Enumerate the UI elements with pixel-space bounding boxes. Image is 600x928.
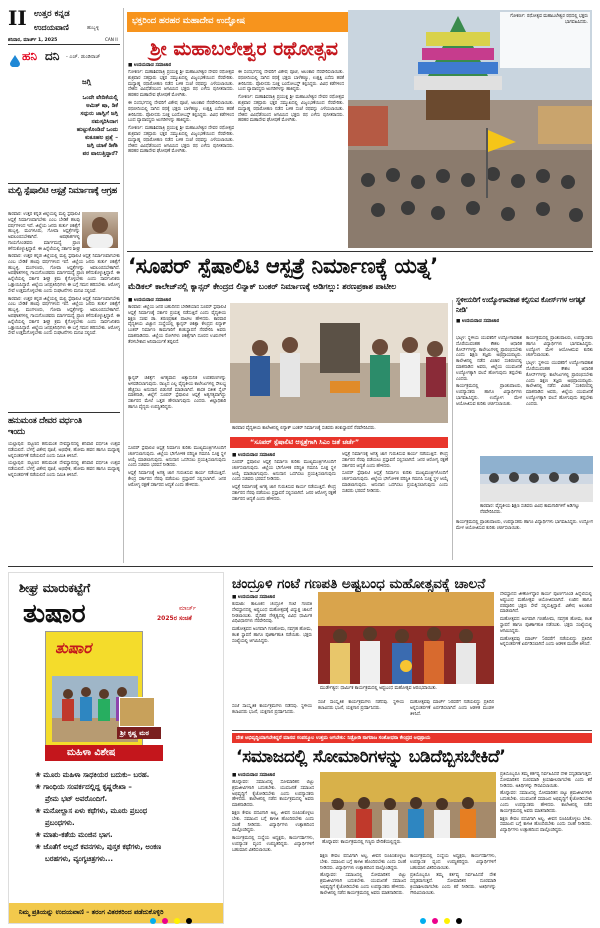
- ceremony-photo-caption: ಕಾರವಾರ ವೈದ್ಯಕೀಯ ಕಾಲೇಜಿನಲ್ಲಿ ಲಿನ್ಯಾಕ್ ಬಂಕರ್ ನಿರ್ಮಾಣಕ್ಕೆ ಸಚಿವರು ಶಂಕುಸ್ಥಾಪನೆ ನೆರವೇರಿಸಿದರು.: [232, 426, 376, 431]
- samaja-kicker: ದೇಶ ಅಭಿವೃದ್ಧಿಯಾಗಬೇಕಿದ್ದರೆ ಮಾನವ ಸಂಪನ್ಮೂಲ ಉತ್ತಮ ಆಗಬೇಕು: ನಿಡ್ರೋಡಿ ನಾಗರಾಜ ಸಂಶೋಧನಾ ಕೇಂದ್ರದ ಅಭಿಪ್ರಾಯ: [236, 736, 431, 741]
- ad-footer: ನಿಮ್ಮ ಪ್ರತಿಯನ್ನು ಉದಯವಾಣಿ – ತರಂಗ ವಿತರಕರಿಂದ ಪಡೆದುಕೊಳ್ಳಿರಿ: [19, 908, 164, 916]
- hanidani-box: [8, 48, 120, 178]
- ad-bullet: ❀ ಮಾತು-ಕತೆಯ ಮಂಜಿನ ಭಾಗ.: [35, 831, 113, 839]
- left-story-1-headline: ಮಲ್ಟಿ ಸ್ಪೆಷಾಲಿಟಿ ಆಸ್ಪತ್ರೆ ನಿರ್ಮಾಣಕ್ಕೆ ಆಗ್ರಹ: [8, 186, 117, 196]
- left-story-2-headline: ಹನುಮಂತ ದೇವರ ವರ್ಧಂತಿ ಇಂದು: [8, 416, 82, 437]
- poem-line: ಒಂದೇ ವೇದಿಕೆಯಲ್ಲಿ: [82, 95, 118, 101]
- ad-bullets: [35, 769, 215, 865]
- print-registration-marks-2: [420, 918, 462, 924]
- cover-thumb: [119, 697, 155, 727]
- ad-title: ತುಷಾರ: [23, 599, 86, 629]
- main-story-subhead: ಮೆಡಿಕಲ್ ಕಾಲೇಜ್‌ನಲ್ಲಿ ಕ್ಯಾನ್ಸರ್ ಕೇಂದ್ರದ ಲಿನ್ಯಾಕ್ ಬಂಕರ್ ನಿರ್ಮಾಣಕ್ಕೆ ಅಡಿಗಲ್ಲು: ಶರಣಪ್ರಕಾಶ ಪಾಟೀಲ: [128, 282, 397, 291]
- portrait-photo: [82, 212, 118, 248]
- drop-icon: [10, 52, 20, 64]
- dateline: ಶನಿವಾರ, ಮಾರ್ಚ್ 1, 2025: [8, 38, 58, 43]
- poem-line: ಪರ ವಾಲುತ್ತಿದ್ದಾರೆ?: [82, 151, 118, 157]
- ad-bullet: ಬರಹಗಳು, ವ್ಯಂಗ್ಯಚಿತ್ರಗಳು...: [45, 855, 114, 863]
- main-story-headline: ‘ಸೂಪರ್ ಸ್ಪೆಷಾಲಿಟಿ ಆಸ್ಪತ್ರೆ ನಿರ್ಮಾಣಕ್ಕೆ ಯತ್ನ’: [128, 254, 438, 278]
- right-story-1-headline: ಸ್ಥಳೀಯರಿಗೆ ಉದ್ಯೋಗಾವಕಾಶ ಕಲ್ಪಿಸುವ ಕೋರ್ಸ್‌ಗಳ ಅಗತ್ಯತೆ ನೀಡಿ': [456, 296, 585, 314]
- ashtabandha-headline: ಚಂದ್ರೂಳಿ ಗಂಟೆ ಗಣಪತಿ ಅಷ್ಟಬಂಧ ಮಹೋತ್ಸವಕ್ಕೆ ಚಾಲನೆ: [232, 576, 486, 592]
- city-name: ಹುಬ್ಬಳ್ಳಿ: [87, 25, 100, 31]
- main-story-col3: ಸೂಪರ್ ಸ್ಪೆಷಾಲಿಟಿ ಆಸ್ಪತ್ರೆ ನಿರ್ಮಾಣ ಕುರಿತು ಮುಖ್ಯಮಂತ್ರಿಗಳೊಂದಿಗೆ ಚರ್ಚಿಸಲಾಗುವುದು. ಜಿಲ್ಲೆಯ ಭೌಗೋಳಿಕ ಪರಿಸ್ಥಿತಿ ಗಮನಿಸಿ ಸೂಕ್ತ ಸ್ಥಳ ಆಯ್ಕೆ ಮಾಡಲಾಗುವುದು. ಅನುದಾನ ಒದಗಿಸಲು ಪ್ರಯತ್ನಿಸಲಾಗುವುದು ಎಂದು ಸಚಿವರು ಭರವಸೆ ನೀಡಿದರು. ಆಸ್ಪತ್ರೆ ನಿರ್ಮಾಣಕ್ಕೆ ಅಗತ್ಯ ಜಾಗ ಗುರುತಿಸುವ ಕಾರ್ಯ ನಡೆಯುತ್ತಿದೆ. ಕೇಂದ್ರ ಸರ್ಕಾರದ ನೆರವು ಪಡೆಯಲು ಪ್ರಸ್ತಾವನೆ ಸಲ್ಲಿಸಲಾಗಿದೆ. ಜನರ ಆರೋಗ್ಯ ರಕ್ಷಣೆ ಸರ್ಕಾರದ ಆದ್ಯತೆ ಎಂದು ಹೇಳಿದರು.: [232, 460, 336, 502]
- ad-issue: 2025ರ ಸಂಚಿಕೆ: [157, 615, 192, 622]
- left-story-2-body: ಯಲ್ಲಾಪುರ: ಪಟ್ಟಣದ ಹನುಮಂತ ದೇವಸ್ಥಾನದಲ್ಲಿ ಶನಿವಾರ ವರ್ಧಂತಿ ಉತ್ಸವ ನಡೆಯಲಿದೆ. ಬೆಳಗ್ಗೆ ವಿಶೇಷ ಪೂಜೆ, ಅಭಿಷೇಕ, ಹೋಮ ಹವನ ಹಾಗೂ ಮಧ್ಯಾಹ್ನ ಅನ್ನಸಂತರ್ಪಣೆ ನಡೆಯಲಿದೆ ಎಂದು ಸಮಿತಿ ತಿಳಿಸಿದೆ. ಯಲ್ಲಾಪುರ: ಪಟ್ಟಣದ ಹನುಮಂತ ದೇವಸ್ಥಾನದಲ್ಲಿ ಶನಿವಾರ ವರ್ಧಂತಿ ಉತ್ಸವ ನಡೆಯಲಿದೆ. ಬೆಳಗ್ಗೆ ವಿಶೇಷ ಪೂಜೆ, ಅಭಿಷೇಕ, ಹೋಮ ಹವನ ಹಾಗೂ ಮಧ್ಯಾಹ್ನ ಅನ್ನಸಂತರ್ಪಣೆ ನಡೆಯಲಿದೆ ಎಂದು ಸಮಿತಿ ತಿಳಿಸಿದೆ.: [8, 442, 120, 478]
- cover-special: ಮಹಿಳಾ ವಿಶೇಷ: [67, 747, 116, 758]
- ad-bullet: ❀ ಜೊತೆಗೆ ಅಲ್ಲದೆ ಕವನಗಳು, ಪುಸ್ತಕ ಕಥೆಗಳು, ಅಂಕಣ: [35, 843, 162, 851]
- section-name: ಉತ್ತರ ಕನ್ನಡ: [34, 9, 70, 19]
- main-story-byline-2: ■ ಉದಯವಾಣಿ ಸಮಾಚಾರ: [232, 453, 276, 458]
- ad-top-line: ಶೀಘ್ರ ಮಾರುಕಟ್ಟೆಗೆ: [19, 581, 91, 595]
- seminar-photo: [480, 456, 593, 502]
- poem-title: ಜಗ್ಗಿ: [82, 78, 91, 86]
- main-story-col1b: ಸೂಪರ್ ಸ್ಪೆಷಾಲಿಟಿ ಆಸ್ಪತ್ರೆ ನಿರ್ಮಾಣ ಕುರಿತು ಮುಖ್ಯಮಂತ್ರಿಗಳೊಂದಿಗೆ ಚರ್ಚಿಸಲಾಗುವುದು. ಜಿಲ್ಲೆಯ ಭೌಗೋಳಿಕ ಪರಿಸ್ಥಿತಿ ಗಮನಿಸಿ ಸೂಕ್ತ ಸ್ಥಳ ಆಯ್ಕೆ ಮಾಡಲಾಗುವುದು. ಅನುದಾನ ಒದಗಿಸಲು ಪ್ರಯತ್ನಿಸಲಾಗುವುದು ಎಂದು ಸಚಿವರು ಭರವಸೆ ನೀಡಿದರು. ಆಸ್ಪತ್ರೆ ನಿರ್ಮಾಣಕ್ಕೆ ಅಗತ್ಯ ಜಾಗ ಗುರುತಿಸುವ ಕಾರ್ಯ ನಡೆಯುತ್ತಿದೆ. ಕೇಂದ್ರ ಸರ್ಕಾರದ ನೆರವು ಪಡೆಯಲು ಪ್ರಸ್ತಾವನೆ ಸಲ್ಲಿಸಲಾಗಿದೆ. ಜನರ ಆರೋಗ್ಯ ರಕ್ಷಣೆ ಸರ್ಕಾರದ ಆದ್ಯತೆ ಎಂದು ಹೇಳಿದರು.: [128, 446, 226, 488]
- cover-title: ತುಷಾರ: [55, 639, 92, 657]
- samaja-photo: [320, 772, 496, 838]
- poem-line: ಸದ್ಗುರು ಜಾಗ್ವಿಗೆ ಜಗ್ಗಿ: [80, 111, 118, 117]
- ceremony-photo: [230, 303, 448, 423]
- hanidani-title-b: ದನಿ: [45, 49, 60, 63]
- poem-line: ಜಗ್ಗಿ ಯಾಕೆ ಡಿಕೆಶಿ: [86, 143, 118, 149]
- chariot-photo-caption: ಗೋಕರ್ಣ: ರಥೋತ್ಸವ ಮಹಾಬಲೇಶ್ವರ ರಥದಲ್ಲಿ ಭಕ್ತರು ಭಾಗವಹಿಸಿದರು.: [510, 14, 588, 25]
- ad-bullet: ಪ್ರಬಂಧಗಳು.: [45, 819, 75, 827]
- top-story-kicker: ಭಕ್ತರಿಂದ ಹರಹರ ಮಹಾದೇವ ಉದ್ಘೋಷ: [132, 16, 246, 26]
- ashtabandha-col3: ಮಹೋತ್ಸವವು ಮಾರ್ಚ್ 5ರವರೆಗೆ ನಡೆಯಲಿದ್ದು ಪ್ರತಿದಿನ ಅನ್ನಸಂತರ್ಪಣೆ ಏರ್ಪಡಿಸಲಾಗಿದೆ ಎಂದು ಆಡಳಿತ ಮಂಡಳಿ ತಿಳಿಸಿದೆ.: [410, 700, 494, 717]
- tushara-ad: [8, 572, 224, 924]
- samaja-col3: ಕಾರ್ಯಕ್ರಮದಲ್ಲಿ ಸಂಸ್ಥೆಯ ಅಧ್ಯಕ್ಷರು, ಕಾರ್ಯದರ್ಶಿಗಳು, ಉಪನ್ಯಾಸಕ ವೃಂದ ಉಪಸ್ಥಿತರಿದ್ದರು. ವಿದ್ಯಾರ್ಥಿಗಳಿಗೆ ಬಹುಮಾನ ವಿತರಿಸಲಾಯಿತು. ಪ್ರತಿಯೊಬ್ಬರೂ ತಮ್ಮ ಕರ್ತವ್ಯ ನಿರ್ವಹಿಸಿದರೆ ದೇಶ ಸದೃಢವಾಗುತ್ತದೆ. ಸೋಮಾರಿತನ ದೂರಮಾಡಿ ಕ್ರಿಯಾಶೀಲರಾಗಬೇಕು ಎಂದು ಕರೆ ನೀಡಿದರು. ಅತಿಥಿಗಳನ್ನು ಗೌರವಿಸಲಾಯಿತು.: [410, 854, 496, 896]
- ad-bullet: ❀ ಮನೋಲ್ಲಾಸ ಏಳು ಕಥೆಗಳು, ಮೂರು ಪ್ರಬಂಧ: [35, 807, 148, 815]
- right-story-1-col2: ಕಾರ್ಯಕ್ರಮದಲ್ಲಿ ಪ್ರಾಂಶುಪಾಲರು, ಉಪನ್ಯಾಸಕರು ಹಾಗೂ ವಿದ್ಯಾರ್ಥಿಗಳು ಭಾಗವಹಿಸಿದ್ದರು. ಉದ್ಯೋಗ ಮೇಳ ಆಯೋಜಿಸುವ ಕುರಿತು ಚರ್ಚಿಸಲಾಯಿತು. ಭಟ್ಕಳ: ಸ್ಥಳೀಯ ಯುವಕರಿಗೆ ಉದ್ಯೋಗಾವಕಾಶ ದೊರೆಯುವಂತಹ ಕೌಶಲ ಆಧಾರಿತ ಕೋರ್ಸ್‌ಗಳನ್ನು ಕಾಲೇಜುಗಳಲ್ಲಿ ಪ್ರಾರಂಭಿಸಬೇಕು ಎಂದು ಶಿಕ್ಷಣ ತಜ್ಞರು ಅಭಿಪ್ರಾಯಪಟ್ಟರು. ಕಾಲೇಜಿನಲ್ಲಿ ನಡೆದ ವಿಚಾರ ಸಂಕಿರಣದಲ್ಲಿ ಮಾತನಾಡಿದ ಅವರು, ಜಿಲ್ಲೆಯ ಯುವಜನತೆ ಉದ್ಯೋಗಕ್ಕಾಗಿ ವಲಸೆ ಹೋಗುವುದು ತಪ್ಪಬೇಕು ಎಂದರು.: [526, 336, 593, 407]
- right-story-1: [456, 296, 593, 564]
- page-code: CAN II: [105, 37, 118, 42]
- ashtabandha-right: ದೇವಸ್ಥಾನದ ಜೀರ್ಣೋದ್ಧಾರ ಕಾರ್ಯ ಪೂರ್ಣಗೊಂಡ ಹಿನ್ನೆಲೆಯಲ್ಲಿ ಅಷ್ಟಬಂಧ ಮಹೋತ್ಸವ ಆಯೋಜಿಸಲಾಗಿದೆ. ಊರಿನ ಹಾಗೂ ಪರವೂರಿನ ಭಕ್ತರು ಸೇವೆ ಸಲ್ಲಿಸುತ್ತಿದ್ದಾರೆ. ವಿಶೇಷ ಅಲಂಕಾರ ಮಾಡಲಾಗಿದೆ. ಮಹೋತ್ಸವದ ಅಂಗವಾಗಿ ಗಣಹೋಮ, ನವಗ್ರಹ ಹೋಮ, ಕಲಶ ಸ್ಥಾಪನೆ ಹಾಗೂ ಪೂರ್ಣಾಹುತಿ ನಡೆಯಿತು. ಭಕ್ತರು ಸಂಖ್ಯೆಯಲ್ಲಿ ಆಗಮಿಸಿದ್ದರು. ಮಹೋತ್ಸವವು ಮಾರ್ಚ್ 5ರವರೆಗೆ ನಡೆಯಲಿದ್ದು ಪ್ರತಿದಿನ ಅನ್ನಸಂತರ್ಪಣೆ ಏರ್ಪಡಿಸಲಾಗಿದೆ ಎಂದು ಆಡಳಿತ ಮಂಡಳಿ ತಿಳಿಸಿದೆ.: [500, 592, 592, 648]
- left-story-1-body: ಕಾರವಾರ: ಉತ್ತರ ಕನ್ನಡ ಜಿಲ್ಲೆಯಲ್ಲಿ ಮಲ್ಟಿ ಸ್ಪೆಷಾಲಿಟಿ ಆಸ್ಪತ್ರೆ ನಿರ್ಮಾಣವಾಗಬೇಕು ಎಂಬ ಬೇಡಿಕೆ ಹಲವು ವರ್ಷಗಳಿಂದ ಇದೆ. ಜಿಲ್ಲೆಯ ಜನರು ತುರ್ತು ಚಿಕಿತ್ಸೆಗೆ ಹುಬ್ಬಳ್ಳಿ, ಮಂಗಳೂರು, ಗೋವಾ ಆಸ್ಪತ್ರೆಗಳನ್ನು ಅವಲಂಬಿಸಬೇಕಾಗಿದೆ. ಅಪಘಾತಗಳಲ್ಲಿ ಗಾಯಗೊಂಡವರು ಮಾರ್ಗಮಧ್ಯೆ ಪ್ರಾಣ ಕಳೆದುಕೊಳ್ಳುತ್ತಿದ್ದಾರೆ. ಈ ಹಿನ್ನೆಲೆಯಲ್ಲಿ ಸರ್ಕಾರ ಶೀಘ್ರ: [8, 212, 80, 252]
- poem-line: ಅಮಿತ್ ಷಾ, ಡಿಕೆ: [86, 103, 118, 109]
- ad-bullet: ❀ ಗಾಂಧಿಯ ಸಂಪರ್ಕದಲ್ಲಿದ್ದ ಕೃಷ್ಣರೇಖಾ –: [35, 783, 132, 791]
- top-story-byline: ■ ಉದಯವಾಣಿ ಸಮಾಚಾರ: [128, 63, 172, 68]
- poem-line: ಕುತೂಹಲ ಪ್ರಶ್ನೆ –: [85, 135, 118, 141]
- ashtabandha-byline: ■ ಉದಯವಾಣಿ ಸಮಾಚಾರ: [232, 595, 276, 600]
- samaja-photo-caption: ಹೊನ್ನಾವರ: ಕಾರ್ಯಕ್ರಮದಲ್ಲಿ ಗಣ್ಯರು ವೇದಿಕೆಯಲ್ಲಿದ್ದರು.: [322, 840, 402, 845]
- ad-bullet: ❀ ಮೂರು ಮಹಿಳಾ ಸಾಧಕಿಯರ ಬದುಕು– ಬರಹ.: [35, 771, 150, 779]
- top-story-col2: ಈ ಸಂದರ್ಭದಲ್ಲಿ ದೇವರಿಗೆ ವಿಶೇಷ ಪೂಜೆ, ಅಲಂಕಾರ ನೆರವೇರಿಸಲಾಯಿತು. ರಥಬೀದಿಯಲ್ಲಿ ಸಾಗಿದ ರಥಕ್ಕೆ ಭಕ್ತರು ಬಾಳೆಹಣ್ಣು, ಉತ್ತತ್ತಿ ಎಸೆದು ಹರಕೆ ತೀರಿಸಿದರು. ಪೊಲೀಸರು ಸೂಕ್ತ ಬಂದೋಬಸ್ತ್ ಕಲ್ಪಿಸಿದ್ದರು. ವಿವಿಧ ಕಡೆಗಳಿಂದ ಬಂದ ವ್ಯಾಪಾರಸ್ಥರು ಅಂಗಡಿಗಳನ್ನು ಹಾಕಿದ್ದರು. ಗೋಕರ್ಣ: ಮಹಾಶಿವರಾತ್ರಿ ಪ್ರಯುಕ್ತ ಶ್ರೀ ಮಹಾಬಲೇಶ್ವರ ದೇವರ ರಥೋತ್ಸವ ಶುಕ್ರವಾರ ಸಹಸ್ರಾರು ಭಕ್ತರ ಸಮ್ಮುಖದಲ್ಲಿ ವಿಜೃಂಭಣೆಯಿಂದ ನೆರವೇರಿತು. ಮಧ್ಯಾಹ್ನ ರಥಾರೋಹಣ ನಡೆದ ಬಳಿಕ ಸಂಜೆ ರಥವನ್ನು ಎಳೆಯಲಾಯಿತು. ದೇಶದ ವಿವಿಧೆಡೆಯಿಂದ ಆಗಮಿಸಿದ ಭಕ್ತರು ರಥ ಎಳೆದು ಪುನೀತರಾದರು. ಹರಹರ ಮಹಾದೇವ ಘೋಷಣೆ ಮೊಳಗಿತು.: [238, 70, 344, 124]
- main-story-sub-kicker: “ಸೂಪರ್ ಸ್ಪೆಷಾಲಿಟಿ ಆಸ್ಪತ್ರೆಗಾಗಿ ಸಿಎಂ ಜತೆ ಚರ್ಚೆ”: [250, 438, 360, 446]
- samaja-headline: ‘ಸಮಾಜದಲ್ಲಿ ಸೋಮಾರಿಗಳನ್ನು ಬಡಿದೆಬ್ಬಿಸಬೇಕಿದೆ’: [236, 747, 506, 767]
- ashtabandha-col1: ಕುಮಟಾ: ತಾಲೂಕಿನ ಚಂದ್ರೂಳಿ ಗಂಟೆ ಗಣಪತಿ ದೇವಸ್ಥಾನದಲ್ಲಿ ಅಷ್ಟಬಂಧ ಮಹೋತ್ಸವಕ್ಕೆ ವಿಧ್ಯುಕ್ತ ಚಾಲನೆ ನೀಡಲಾಯಿತು. ವೈದಿಕರ ನೇತೃತ್ವದಲ್ಲಿ ವಿವಿಧ ಧಾರ್ಮಿಕ ವಿಧಿವಿಧಾನಗಳು ನೆರವೇರಿದವು. ಮಹೋತ್ಸವದ ಅಂಗವಾಗಿ ಗಣಹೋಮ, ನವಗ್ರಹ ಹೋಮ, ಕಲಶ ಸ್ಥಾಪನೆ ಹಾಗೂ ಪೂರ್ಣಾಹುತಿ ನಡೆಯಿತು. ಭಕ್ತರು ಸಂಖ್ಯೆಯಲ್ಲಿ ಆಗಮಿಸಿದ್ದರು.: [232, 602, 312, 644]
- ritual-photo-caption: ಮುರ್ಡೇಶ್ವರ: ಧಾರ್ಮಿಕ ಕಾರ್ಯಕ್ರಮದಲ್ಲಿ ಅಷ್ಟಬಂಧ ಮಹೋತ್ಸವ ಆರಂಭವಾಯಿತು.: [320, 686, 438, 691]
- top-story-headline: ಶ್ರೀ ಮಹಾಬಲೇಶ್ವರ ರಥೋತ್ಸವ: [150, 38, 338, 60]
- right-story-1-byline: ■ ಉದಯವಾಣಿ ಸಮಾಚಾರ: [456, 319, 500, 324]
- ritual-photo: [318, 592, 494, 684]
- samaja-col1: ಹೊನ್ನಾವರ: ಸಮಾಜದಲ್ಲಿ ಸೋಮಾರಿತನ ಬಿಟ್ಟು ಶ್ರಮಜೀವಿಗಳಾಗಿ ಬದುಕಬೇಕು. ಯುವಜನತೆ ಸಮಾಜದ ಅಭಿವೃದ್ಧಿಗೆ ಕೈಜೋಡಿಸಬೇಕು ಎಂದು ಉಪನ್ಯಾಸಕರು ಹೇಳಿದರು. ಕಾಲೇಜಿನಲ್ಲಿ ನಡೆದ ಕಾರ್ಯಕ್ರಮದಲ್ಲಿ ಅವರು ಮಾತನಾಡಿದರು. ಶಿಕ್ಷಣ ಕೇವಲ ಪದವಿಗಾಗಿ ಅಲ್ಲ, ಜೀವನ ರೂಪಿಸಿಕೊಳ್ಳಲು ಬೇಕು. ಸಮಾಜದ ಬಗ್ಗೆ ಕಾಳಜಿ ಹೊಂದಿರಬೇಕು ಎಂದು ಸಲಹೆ ನೀಡಿದರು. ವಿದ್ಯಾರ್ಥಿಗಳು ಉತ್ಸಾಹದಿಂದ ಪಾಲ್ಗೊಂಡಿದ್ದರು. ಕಾರ್ಯಕ್ರಮದಲ್ಲಿ ಸಂಸ್ಥೆಯ ಅಧ್ಯಕ್ಷರು, ಕಾರ್ಯದರ್ಶಿಗಳು, ಉಪನ್ಯಾಸಕ ವೃಂದ ಉಪಸ್ಥಿತರಿದ್ದರು. ವಿದ್ಯಾರ್ಥಿಗಳಿಗೆ ಬಹುಮಾನ ವಿತರಿಸಲಾಯಿತು.: [232, 780, 314, 853]
- ad-month: ಮಾರ್ಚ್: [179, 605, 196, 612]
- main-story-col4: ಆಸ್ಪತ್ರೆ ನಿರ್ಮಾಣಕ್ಕೆ ಅಗತ್ಯ ಜಾಗ ಗುರುತಿಸುವ ಕಾರ್ಯ ನಡೆಯುತ್ತಿದೆ. ಕೇಂದ್ರ ಸರ್ಕಾರದ ನೆರವು ಪಡೆಯಲು ಪ್ರಸ್ತಾವನೆ ಸಲ್ಲಿಸಲಾಗಿದೆ. ಜನರ ಆರೋಗ್ಯ ರಕ್ಷಣೆ ಸರ್ಕಾರದ ಆದ್ಯತೆ ಎಂದು ಹೇಳಿದರು. ಸೂಪರ್ ಸ್ಪೆಷಾಲಿಟಿ ಆಸ್ಪತ್ರೆ ನಿರ್ಮಾಣ ಕುರಿತು ಮುಖ್ಯಮಂತ್ರಿಗಳೊಂದಿಗೆ ಚರ್ಚಿಸಲಾಗುವುದು. ಜಿಲ್ಲೆಯ ಭೌಗೋಳಿಕ ಪರಿಸ್ಥಿತಿ ಗಮನಿಸಿ ಸೂಕ್ತ ಸ್ಥಳ ಆಯ್ಕೆ ಮಾಡಲಾಗುವುದು. ಅನುದಾನ ಒದಗಿಸಲು ಪ್ರಯತ್ನಿಸಲಾಗುವುದು ಎಂದು ಸಚಿವರು ಭರವಸೆ ನೀಡಿದರು.: [342, 452, 448, 494]
- page-number: II: [8, 6, 27, 30]
- hanidani-title-a: ಹನಿ: [22, 49, 37, 63]
- main-story-byline: ■ ಉದಯವಾಣಿ ಸಮಾಚಾರ: [128, 298, 172, 303]
- left-story-1: [8, 186, 120, 406]
- right-story-1-col3: ಕಾರ್ಯಕ್ರಮದಲ್ಲಿ ಪ್ರಾಂಶುಪಾಲರು, ಉಪನ್ಯಾಸಕರು ಹಾಗೂ ವಿದ್ಯಾರ್ಥಿಗಳು ಭಾಗವಹಿಸಿದ್ದರು. ಉದ್ಯೋಗ ಮೇಳ ಆಯೋಜಿಸುವ ಕುರಿತು ಚರ್ಚಿಸಲಾಯಿತು.: [456, 520, 593, 531]
- right-story-1-col1: ಭಟ್ಕಳ: ಸ್ಥಳೀಯ ಯುವಕರಿಗೆ ಉದ್ಯೋಗಾವಕಾಶ ದೊರೆಯುವಂತಹ ಕೌಶಲ ಆಧಾರಿತ ಕೋರ್ಸ್‌ಗಳನ್ನು ಕಾಲೇಜುಗಳಲ್ಲಿ ಪ್ರಾರಂಭಿಸಬೇಕು ಎಂದು ಶಿಕ್ಷಣ ತಜ್ಞರು ಅಭಿಪ್ರಾಯಪಟ್ಟರು. ಕಾಲೇಜಿನಲ್ಲಿ ನಡೆದ ವಿಚಾರ ಸಂಕಿರಣದಲ್ಲಿ ಮಾತನಾಡಿದ ಅವರು, ಜಿಲ್ಲೆಯ ಯುವಜನತೆ ಉದ್ಯೋಗಕ್ಕಾಗಿ ವಲಸೆ ಹೋಗುವುದು ತಪ್ಪಬೇಕು ಎಂದರು. ಕಾರ್ಯಕ್ರಮದಲ್ಲಿ ಪ್ರಾಂಶುಪಾಲರು, ಉಪನ್ಯಾಸಕರು ಹಾಗೂ ವಿದ್ಯಾರ್ಥಿಗಳು ಭಾಗವಹಿಸಿದ್ದರು. ಉದ್ಯೋಗ ಮೇಳ ಆಯೋಜಿಸುವ ಕುರಿತು ಚರ್ಚಿಸಲಾಯಿತು.: [456, 336, 522, 407]
- seminar-photo-caption: ಕಾರವಾರ: ವೈದ್ಯಕೀಯ ಶಿಕ್ಷಣ ಸಚಿವರು ವಿವಿಧ ಕಾಮಗಾರಿಗಳಿಗೆ ಅಡಿಗಲ್ಲು ನೆರವೇರಿಸಿದರು.: [480, 504, 580, 515]
- cover-sub-label: ಶ್ರೀ ಕೃಷ್ಣ ಮಠ: [120, 729, 149, 737]
- poem-line: ಹುಟ್ಟುಕೊಂಡಿದೆ ಒಂದು: [76, 127, 118, 133]
- print-registration-marks: [150, 918, 192, 924]
- top-story-col1: ಗೋಕರ್ಣ: ಮಹಾಶಿವರಾತ್ರಿ ಪ್ರಯುಕ್ತ ಶ್ರೀ ಮಹಾಬಲೇಶ್ವರ ದೇವರ ರಥೋತ್ಸವ ಶುಕ್ರವಾರ ಸಹಸ್ರಾರು ಭಕ್ತರ ಸಮ್ಮುಖದಲ್ಲಿ ವಿಜೃಂಭಣೆಯಿಂದ ನೆರವೇರಿತು. ಮಧ್ಯಾಹ್ನ ರಥಾರೋಹಣ ನಡೆದ ಬಳಿಕ ಸಂಜೆ ರಥವನ್ನು ಎಳೆಯಲಾಯಿತು. ದೇಶದ ವಿವಿಧೆಡೆಯಿಂದ ಆಗಮಿಸಿದ ಭಕ್ತರು ರಥ ಎಳೆದು ಪುನೀತರಾದರು. ಹರಹರ ಮಹಾದೇವ ಘೋಷಣೆ ಮೊಳಗಿತು. ಈ ಸಂದರ್ಭದಲ್ಲಿ ದೇವರಿಗೆ ವಿಶೇಷ ಪೂಜೆ, ಅಲಂಕಾರ ನೆರವೇರಿಸಲಾಯಿತು. ರಥಬೀದಿಯಲ್ಲಿ ಸಾಗಿದ ರಥಕ್ಕೆ ಭಕ್ತರು ಬಾಳೆಹಣ್ಣು, ಉತ್ತತ್ತಿ ಎಸೆದು ಹರಕೆ ತೀರಿಸಿದರು. ಪೊಲೀಸರು ಸೂಕ್ತ ಬಂದೋಬಸ್ತ್ ಕಲ್ಪಿಸಿದ್ದರು. ವಿವಿಧ ಕಡೆಗಳಿಂದ ಬಂದ ವ್ಯಾಪಾರಸ್ಥರು ಅಂಗಡಿಗಳನ್ನು ಹಾಕಿದ್ದರು. ಗೋಕರ್ಣ: ಮಹಾಶಿವರಾತ್ರಿ ಪ್ರಯುಕ್ತ ಶ್ರೀ ಮಹಾಬಲೇಶ್ವರ ದೇವರ ರಥೋತ್ಸವ ಶುಕ್ರವಾರ ಸಹಸ್ರಾರು ಭಕ್ತರ ಸಮ್ಮುಖದಲ್ಲಿ ವಿಜೃಂಭಣೆಯಿಂದ ನೆರವೇರಿತು. ಮಧ್ಯಾಹ್ನ ರಥಾರೋಹಣ ನಡೆದ ಬಳಿಕ ಸಂಜೆ ರಥವನ್ನು ಎಳೆಯಲಾಯಿತು. ದೇಶದ ವಿವಿಧೆಡೆಯಿಂದ ಆಗಮಿಸಿದ ಭಕ್ತರು ರಥ ಎಳೆದು ಪುನೀತರಾದರು. ಹರಹರ ಮಹಾದೇವ ಘೋಷಣೆ ಮೊಳಗಿತು.: [128, 70, 234, 155]
- poem: [48, 94, 118, 158]
- ashtabandha-col1b: ಸಂಜೆ ಸಾಂಸ್ಕೃತಿಕ ಕಾರ್ಯಕ್ರಮಗಳು ನಡೆದವು. ಸ್ಥಳೀಯ ಕಲಾವಿದರು ಭಜನೆ, ಯಕ್ಷಗಾನ ಪ್ರದರ್ಶಿಸಿದರು.: [232, 704, 312, 715]
- ashtabandha-col2: ಸಂಜೆ ಸಾಂಸ್ಕೃತಿಕ ಕಾರ್ಯಕ್ರಮಗಳು ನಡೆದವು. ಸ್ಥಳೀಯ ಕಲಾವಿದರು ಭಜನೆ, ಯಕ್ಷಗಾನ ಪ್ರದರ್ಶಿಸಿದರು.: [318, 700, 404, 711]
- ad-bullet: ಪ್ರೇಮ ಭಟ್ ಅವರೊಂದಿಗೆ.: [45, 795, 108, 803]
- left-story-2: [8, 416, 120, 566]
- paper-name: ಉದಯವಾಣಿ: [34, 23, 69, 32]
- samaja-col2: ಶಿಕ್ಷಣ ಕೇವಲ ಪದವಿಗಾಗಿ ಅಲ್ಲ, ಜೀವನ ರೂಪಿಸಿಕೊಳ್ಳಲು ಬೇಕು. ಸಮಾಜದ ಬಗ್ಗೆ ಕಾಳಜಿ ಹೊಂದಿರಬೇಕು ಎಂದು ಸಲಹೆ ನೀಡಿದರು. ವಿದ್ಯಾರ್ಥಿಗಳು ಉತ್ಸಾಹದಿಂದ ಪಾಲ್ಗೊಂಡಿದ್ದರು. ಹೊನ್ನಾವರ: ಸಮಾಜದಲ್ಲಿ ಸೋಮಾರಿತನ ಬಿಟ್ಟು ಶ್ರಮಜೀವಿಗಳಾಗಿ ಬದುಕಬೇಕು. ಯುವಜನತೆ ಸಮಾಜದ ಅಭಿವೃದ್ಧಿಗೆ ಕೈಜೋಡಿಸಬೇಕು ಎಂದು ಉಪನ್ಯಾಸಕರು ಹೇಳಿದರು. ಕಾಲೇಜಿನಲ್ಲಿ ನಡೆದ ಕಾರ್ಯಕ್ರಮದಲ್ಲಿ ಅವರು ಮಾತನಾಡಿದರು.: [320, 854, 406, 896]
- samaja-col4: ಪ್ರತಿಯೊಬ್ಬರೂ ತಮ್ಮ ಕರ್ತವ್ಯ ನಿರ್ವಹಿಸಿದರೆ ದೇಶ ಸದೃಢವಾಗುತ್ತದೆ. ಸೋಮಾರಿತನ ದೂರಮಾಡಿ ಕ್ರಿಯಾಶೀಲರಾಗಬೇಕು ಎಂದು ಕರೆ ನೀಡಿದರು. ಅತಿಥಿಗಳನ್ನು ಗೌರವಿಸಲಾಯಿತು. ಹೊನ್ನಾವರ: ಸಮಾಜದಲ್ಲಿ ಸೋಮಾರಿತನ ಬಿಟ್ಟು ಶ್ರಮಜೀವಿಗಳಾಗಿ ಬದುಕಬೇಕು. ಯುವಜನತೆ ಸಮಾಜದ ಅಭಿವೃದ್ಧಿಗೆ ಕೈಜೋಡಿಸಬೇಕು ಎಂದು ಉಪನ್ಯಾಸಕರು ಹೇಳಿದರು. ಕಾಲೇಜಿನಲ್ಲಿ ನಡೆದ ಕಾರ್ಯಕ್ರಮದಲ್ಲಿ ಅವರು ಮಾತನಾಡಿದರು. ಶಿಕ್ಷಣ ಕೇವಲ ಪದವಿಗಾಗಿ ಅಲ್ಲ, ಜೀವನ ರೂಪಿಸಿಕೊಳ್ಳಲು ಬೇಕು. ಸಮಾಜದ ಬಗ್ಗೆ ಕಾಳಜಿ ಹೊಂದಿರಬೇಕು ಎಂದು ಸಲಹೆ ನೀಡಿದರು. ವಿದ್ಯಾರ್ಥಿಗಳು ಉತ್ಸಾಹದಿಂದ ಪಾಲ್ಗೊಂಡಿದ್ದರು.: [500, 772, 592, 834]
- samaja-byline: ■ ಉದಯವಾಣಿ ಸಮಾಚಾರ: [232, 773, 276, 778]
- masthead: [8, 6, 120, 52]
- hanidani-author: - ಎಚ್. ಡುಂಡಿರಾಜ್: [66, 54, 101, 60]
- poem-line: ನಮಸ್ಕರಿಸಿದಾಗ: [91, 119, 118, 125]
- left-story-1-body-cont: ಕಾರವಾರ: ಉತ್ತರ ಕನ್ನಡ ಜಿಲ್ಲೆಯಲ್ಲಿ ಮಲ್ಟಿ ಸ್ಪೆಷಾಲಿಟಿ ಆಸ್ಪತ್ರೆ ನಿರ್ಮಾಣವಾಗಬೇಕು ಎಂಬ ಬೇಡಿಕೆ ಹಲವು ವರ್ಷಗಳಿಂದ ಇದೆ. ಜಿಲ್ಲೆಯ ಜನರು ತುರ್ತು ಚಿಕಿತ್ಸೆಗೆ ಹುಬ್ಬಳ್ಳಿ, ಮಂಗಳೂರು, ಗೋವಾ ಆಸ್ಪತ್ರೆಗಳನ್ನು ಅವಲಂಬಿಸಬೇಕಾಗಿದೆ. ಅಪಘಾತಗಳಲ್ಲಿ ಗಾಯಗೊಂಡವರು ಮಾರ್ಗಮಧ್ಯೆ ಪ್ರಾಣ ಕಳೆದುಕೊಳ್ಳುತ್ತಿದ್ದಾರೆ. ಈ ಹಿನ್ನೆಲೆಯಲ್ಲಿ ಸರ್ಕಾರ ಶೀಘ್ರ ಕ್ರಮ ಕೈಗೊಳ್ಳಬೇಕು ಎಂದು ಸಾರ್ವಜನಿಕರು ಒತ್ತಾಯಿಸಿದ್ದಾರೆ. ಜಿಲ್ಲೆಯ ಜನಪ್ರತಿನಿಧಿಗಳು ಈ ಬಗ್ಗೆ ಗಮನ ಹರಿಸಬೇಕು. ಆರೋಗ್ಯ ಸೇವೆ ಉತ್ತಮಗೊಳ್ಳಬೇಕು ಎಂದು ಸಂಘಟನೆಗಳು ಮನವಿ ಸಲ್ಲಿಸಿವೆ. ಕಾರವಾರ: ಉತ್ತರ ಕನ್ನಡ ಜಿಲ್ಲೆಯಲ್ಲಿ ಮಲ್ಟಿ ಸ್ಪೆಷಾಲಿಟಿ ಆಸ್ಪತ್ರೆ ನಿರ್ಮಾಣವಾಗಬೇಕು ಎಂಬ ಬೇಡಿಕೆ ಹಲವು ವರ್ಷಗಳಿಂದ ಇದೆ. ಜಿಲ್ಲೆಯ ಜನರು ತುರ್ತು ಚಿಕಿತ್ಸೆಗೆ ಹುಬ್ಬಳ್ಳಿ, ಮಂಗಳೂರು, ಗೋವಾ ಆಸ್ಪತ್ರೆಗಳನ್ನು ಅವಲಂಬಿಸಬೇಕಾಗಿದೆ. ಅಪಘಾತಗಳಲ್ಲಿ ಗಾಯಗೊಂಡವರು ಮಾರ್ಗಮಧ್ಯೆ ಪ್ರಾಣ ಕಳೆದುಕೊಳ್ಳುತ್ತಿದ್ದಾರೆ. ಈ ಹಿನ್ನೆಲೆಯಲ್ಲಿ ಸರ್ಕಾರ ಶೀಘ್ರ ಕ್ರಮ ಕೈಗೊಳ್ಳಬೇಕು ಎಂದು ಸಾರ್ವಜನಿಕರು ಒತ್ತಾಯಿಸಿದ್ದಾರೆ. ಜಿಲ್ಲೆಯ ಜನಪ್ರತಿನಿಧಿಗಳು ಈ ಬಗ್ಗೆ ಗಮನ ಹರಿಸಬೇಕು. ಆರೋಗ್ಯ ಸೇವೆ ಉತ್ತಮಗೊಳ್ಳಬೇಕು ಎಂದು ಸಂಘಟನೆಗಳು ಮನವಿ ಸಲ್ಲಿಸಿವೆ.: [8, 254, 120, 337]
- main-story-col2: ಕ್ಯಾನ್ಸರ್ ಚಿಕಿತ್ಸೆಗೆ ಅಗತ್ಯವಾದ ಅತ್ಯಾಧುನಿಕ ಉಪಕರಣಗಳನ್ನು ಅಳವಡಿಸಲಾಗುವುದು. ರಾಜ್ಯದ ಎಲ್ಲ ವೈದ್ಯಕೀಯ ಕಾಲೇಜುಗಳಲ್ಲಿ ಸೌಲಭ್ಯ ಹೆಚ್ಚಿಸಲು ಅನುದಾನ ಬಿಡುಗಡೆ ಮಾಡಲಾಗಿದೆ. ಶಾಸಕ ಸತೀಶ ಸೈಲ್ ಮಾತನಾಡಿ, ಜಿಲ್ಲೆಗೆ ಸೂಪರ್ ಸ್ಪೆಷಾಲಿಟಿ ಆಸ್ಪತ್ರೆ ಅತ್ಯಗತ್ಯವಾಗಿದ್ದು ಸರ್ಕಾರದ ಮೇಲೆ ಒತ್ತಡ ಹೇರಲಾಗುವುದು ಎಂದರು. ಜಿಲ್ಲಾಧಿಕಾರಿ ಹಾಗೂ ವೈದ್ಯರು ಉಪಸ್ಥಿತರಿದ್ದರು.: [128, 376, 226, 410]
- main-story-col1: ಕಾರವಾರ: ಜಿಲ್ಲೆಯ ಜನರ ಬಹುದಿನದ ಬೇಡಿಕೆಯಾದ ಸೂಪರ್ ಸ್ಪೆಷಾಲಿಟಿ ಆಸ್ಪತ್ರೆ ನಿರ್ಮಾಣಕ್ಕೆ ಸರ್ಕಾರ ಪ್ರಯತ್ನ ನಡೆಸುತ್ತಿದೆ ಎಂದು ವೈದ್ಯಕೀಯ ಶಿಕ್ಷಣ ಸಚಿವ ಡಾ. ಶರಣಪ್ರಕಾಶ ಪಾಟೀಲ ಹೇಳಿದರು. ಕಾರವಾರ ವೈದ್ಯಕೀಯ ವಿಜ್ಞಾನ ಸಂಸ್ಥೆಯಲ್ಲಿ ಕ್ಯಾನ್ಸರ್ ಚಿಕಿತ್ಸಾ ಕೇಂದ್ರದ ಲಿನ್ಯಾಕ್ ಬಂಕರ್ ನಿರ್ಮಾಣ ಕಾಮಗಾರಿಗೆ ಶಂಕುಸ್ಥಾಪನೆ ನೆರವೇರಿಸಿ ಅವರು ಮಾತನಾಡಿದರು. ಜಿಲ್ಲೆಯ ರೋಗಿಗಳು ಚಿಕಿತ್ಸೆಗಾಗಿ ದೂರದ ಊರುಗಳಿಗೆ ತೆರಳಬೇಕಾದ ಅನಿವಾರ್ಯತೆ ತಪ್ಪಲಿದೆ.: [128, 305, 226, 345]
